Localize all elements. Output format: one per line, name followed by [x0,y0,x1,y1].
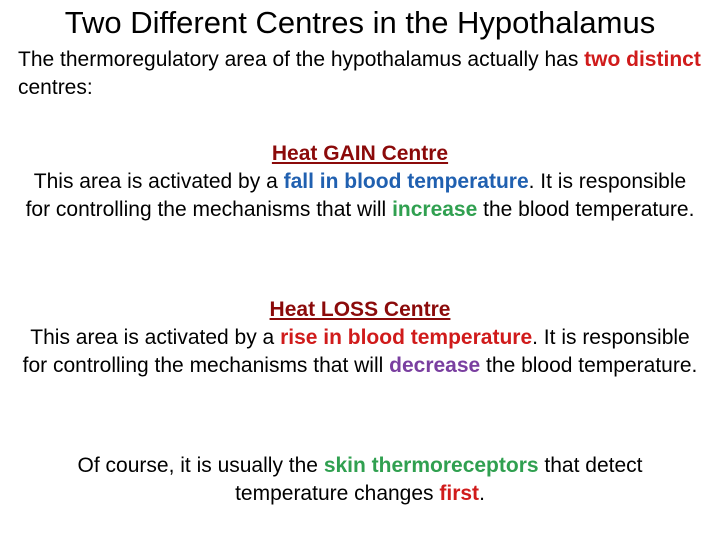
heat-loss-description [20,324,700,380]
intro-highlight: two distinct [584,48,701,71]
intro-text-after: centres: [18,76,93,99]
heat-gain-text-1: This area is activated by a [33,170,284,193]
heat-loss-trigger: rise in blood temperature [280,326,533,349]
heat-loss-effect: decrease [389,354,481,377]
conclusion-text-1: Of course, it is usually the [77,454,324,477]
heat-loss-section [20,296,700,380]
intro-text-before: The thermoregulatory area of the hypothalamus actually has [18,48,585,71]
conclusion-highlight-receptors: skin thermoreceptors [323,454,539,477]
heat-gain-section [20,140,700,224]
heat-gain-heading: Heat GAIN Centre [271,142,449,165]
heat-loss-text-2: . It is responsible for controlling the mechanisms that will [22,326,690,377]
heat-loss-text-3: the blood temperature. [480,354,698,377]
conclusion-paragraph [20,452,700,508]
conclusion-highlight-first: first [439,482,480,505]
conclusion-text-2: that detect temperature changes [235,454,643,505]
heat-loss-text-1: This area is activated by a [30,326,281,349]
heat-gain-trigger: fall in blood temperature [283,170,529,193]
conclusion-text-3: . [479,482,485,505]
heat-gain-description [20,168,700,224]
heat-loss-heading: Heat LOSS Centre [269,298,451,321]
heat-gain-text-2: . It is responsible for controlling the mechanisms that will [25,170,687,221]
heat-gain-effect: increase [392,198,478,221]
heat-gain-text-3: the blood temperature. [477,198,695,221]
slide-title: Two Different Centres in the Hypothalamus [64,5,656,40]
intro-paragraph [18,46,708,102]
